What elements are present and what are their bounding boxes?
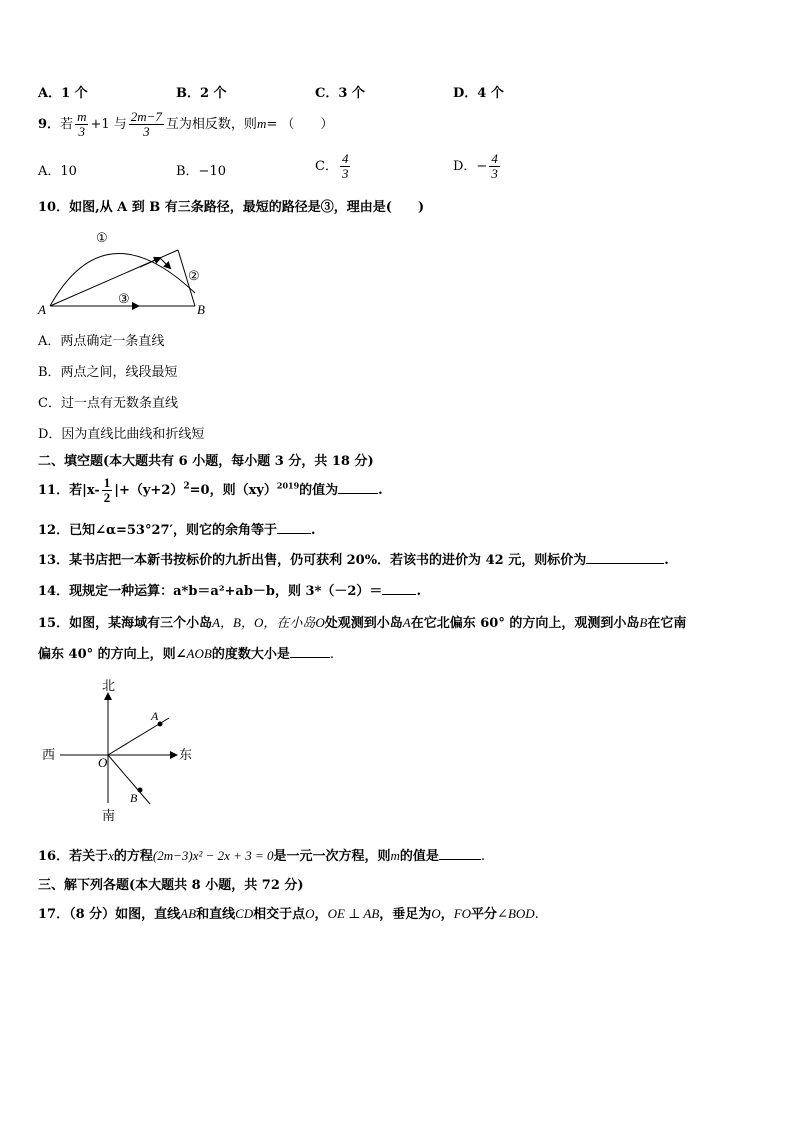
q9-option-d <box>453 152 502 181</box>
q17-comma-1: ， <box>314 907 328 922</box>
q10-label-path2: ② <box>188 268 200 283</box>
q11-fraction <box>102 476 113 505</box>
section-3-heading: 三、解下列各题(本大题共 8 小题，共 72 分) <box>38 878 304 893</box>
q15-end: . <box>329 647 334 662</box>
q16-mid: 的方程 <box>113 849 153 864</box>
q11-eq: =0，则（xy） <box>189 483 277 498</box>
q11-mid: |+（y+2） <box>114 483 184 498</box>
q15-label-b: B <box>130 791 138 805</box>
q15-text-e: A <box>402 615 411 630</box>
q10-path-2-arrow <box>140 258 160 267</box>
q17-line-cd: CD <box>235 906 254 921</box>
question-13 <box>38 551 669 570</box>
q17-fo: FO <box>453 906 472 921</box>
q11-pre: 11．若|x- <box>38 483 100 498</box>
q15-label-east: 东 <box>179 747 193 762</box>
q9-option-c-frac <box>340 152 351 181</box>
q11-square: 2 <box>183 481 190 492</box>
q10-option-c: C．过一点有无数条直线 <box>38 396 178 411</box>
q15-text-a: 15．如图，某海域有三个小岛 <box>38 616 213 631</box>
q16-equation: (2m−3)x² − 2x + 3 = 0 <box>152 848 274 863</box>
q11-post: 的值为 <box>299 483 339 498</box>
q12-end: . <box>311 523 316 538</box>
question-9 <box>38 110 333 139</box>
q14-text: 14．现规定一种运算：a*b＝a²+ab－b，则 3*（－2）＝ <box>38 584 383 599</box>
q15-figure <box>36 678 206 828</box>
q11-end: . <box>378 483 383 498</box>
q9-fraction-1 <box>75 110 88 139</box>
q17-point-o-2: O <box>431 906 441 921</box>
q8-option-c: C．3 个 <box>315 86 365 101</box>
q9-frac1-den: 3 <box>78 124 85 139</box>
q9-optc-den: 3 <box>341 166 349 181</box>
question-15-line-2 <box>38 645 334 664</box>
question-15-line-1 <box>38 614 686 633</box>
q9-option-d-frac <box>489 152 500 181</box>
q16-post: 是一元一次方程，则 <box>273 849 391 864</box>
q15-text-d: 处观测到小岛 <box>324 616 403 631</box>
q17-comma-2: ， <box>440 907 454 922</box>
q17-and: 和直线 <box>196 907 236 922</box>
q11-answer-blank[interactable] <box>338 481 378 494</box>
q12-answer-blank[interactable] <box>277 521 311 534</box>
q15-label-north: 北 <box>102 678 116 693</box>
q12-text: 12．已知∠α=53°27′，则它的余角等于 <box>38 523 277 538</box>
q15-text-h: 在它南 <box>647 616 687 631</box>
q16-var-x: x <box>108 848 114 863</box>
q15-answer-blank[interactable] <box>290 645 330 658</box>
q17-cross: 相交于点 <box>253 907 306 922</box>
q14-answer-blank[interactable] <box>382 582 416 595</box>
q15-label-o: O <box>98 755 108 770</box>
q9-plus: +1 与 <box>90 117 127 132</box>
question-12 <box>38 521 316 540</box>
q17-oe-perp: OE ⊥ AB <box>327 906 380 921</box>
q17-point-o: O <box>305 906 315 921</box>
q9-option-c <box>315 152 352 181</box>
q11-frac-num: 1 <box>103 475 111 490</box>
question-16 <box>38 847 485 866</box>
q8-option-d: D．4 个 <box>453 86 504 101</box>
q17-line-ab: AB <box>180 906 197 921</box>
q16-post2: 的值是 <box>399 849 439 864</box>
q9-tail: = （ ） <box>266 117 334 132</box>
q9-option-a: A．10 <box>38 164 77 179</box>
q9-suffix: 互为相反数，则 <box>165 117 257 132</box>
q15-text-g: B <box>639 615 648 630</box>
q15-point-b <box>138 788 143 793</box>
q13-text: 13．某书店把一本新书按标价的九折出售，仍可获利 20%．若该书的进价为 42 元，则标价为 <box>38 553 587 568</box>
q13-answer-blank[interactable] <box>586 551 664 564</box>
q10-option-b: B．两点之间，线段最短 <box>38 365 178 380</box>
q11-exponent: 2019 <box>276 480 300 491</box>
q17-pre: 17．（8 分）如图，直线 <box>38 907 181 922</box>
q15-text-2c: 的度数大小是 <box>211 647 290 662</box>
q10-label-path3: ③ <box>118 291 130 306</box>
q9-frac1-num: m <box>77 109 87 124</box>
q10-option-d: D．因为直线比曲线和折线短 <box>38 427 205 442</box>
question-10: 10．如图,从 A 到 B 有三条路径，最短的路径是③，理由是( ) <box>38 200 425 215</box>
q10-option-a: A．两点确定一条直线 <box>38 334 165 349</box>
q14-end: . <box>416 584 421 599</box>
q17-bisect: 平分 <box>471 907 498 922</box>
q17-foot: ，垂足为 <box>379 907 432 922</box>
q15-text-b: A，B，O，在小岛 <box>212 615 316 630</box>
question-11 <box>38 476 383 505</box>
q8-option-b: B．2 个 <box>176 86 227 101</box>
q9-option-b: B．−10 <box>176 164 226 179</box>
q10-figure <box>30 228 220 320</box>
q10-label-a: A <box>38 302 46 317</box>
q8-option-a: A．1 个 <box>38 86 88 101</box>
q15-label-a: A <box>151 709 159 723</box>
q13-end: . <box>664 553 669 568</box>
q9-fraction-2 <box>129 110 164 139</box>
q11-frac-den: 2 <box>103 490 111 505</box>
q9-number: 9． <box>38 117 61 132</box>
q16-answer-blank[interactable] <box>439 847 481 860</box>
section-2-heading: 二、填空题(本大题共有 6 小题，每小题 3 分，共 18 分) <box>38 454 374 469</box>
q9-prefix: 若 <box>60 117 74 132</box>
q15-text-c: O <box>315 615 325 630</box>
q9-optd-num: 4 <box>491 151 498 166</box>
q10-label-path1: ① <box>96 230 108 245</box>
q9-frac2-den: 3 <box>143 124 150 139</box>
q9-option-d-label: D．− <box>453 159 488 174</box>
q9-option-c-label: C． <box>315 159 338 174</box>
q15-text-f: 在它北偏东 60° 的方向上，观测到小岛 <box>410 616 640 631</box>
q15-ray-ob <box>108 755 150 804</box>
question-14 <box>38 582 421 601</box>
q10-label-b: B <box>197 302 205 317</box>
q15-label-west: 西 <box>42 747 56 762</box>
q17-angle-bod: ∠BOD <box>497 906 535 921</box>
q15-text-2b: AOB <box>186 646 212 661</box>
q15-label-south: 南 <box>102 808 116 823</box>
q9-frac2-num: 2m−7 <box>130 109 162 124</box>
q9-optd-den: 3 <box>491 166 498 181</box>
q9-var: m <box>256 116 267 131</box>
q16-end: . <box>480 849 486 864</box>
question-17 <box>38 905 539 924</box>
q9-optc-num: 4 <box>341 151 349 166</box>
q16-var-m: m <box>390 848 400 863</box>
q15-text-2a: 偏东 40° 的方向上，则∠ <box>38 647 187 662</box>
q17-end: . <box>534 907 539 922</box>
q16-pre: 16．若关于 <box>38 849 109 864</box>
